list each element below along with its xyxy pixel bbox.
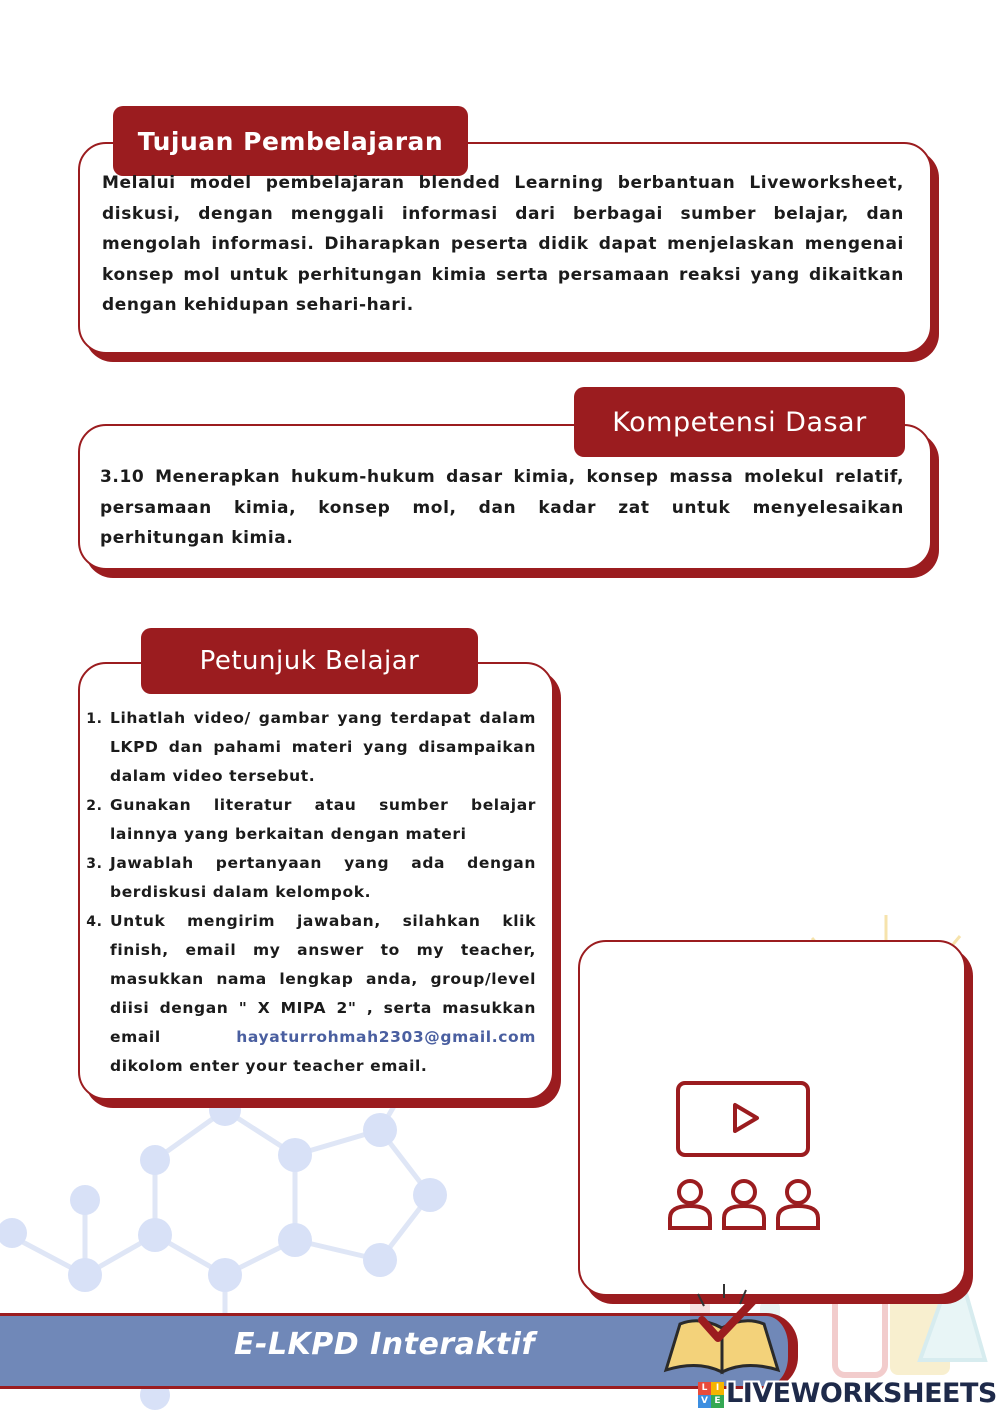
- liveworksheets-logo-icon: L I V E: [698, 1382, 724, 1408]
- list-item: 2. Gunakan literatur atau sumber belajar lainnya yang berkaitan dengan materi: [108, 791, 536, 849]
- list-item: 3. Jawablah pertanyaan yang ada dengan berdiskusi dalam kelompok.: [108, 849, 536, 907]
- list-item: [108, 907, 536, 1081]
- list-item: 1. Lihatlah video/ gambar yang terdapat dalam LKPD dan pahami materi yang disampaikan dalam video tersebut.: [108, 704, 536, 791]
- step-4-end-text: dikolom enter your teacher email.: [110, 1057, 428, 1075]
- liveworksheets-brand[interactable]: LIVEWORKSHEETS: [726, 1378, 997, 1409]
- step-4-text: Untuk mengirim jawaban, silahkan klik finish, email my answer to my teacher, masukkan nama lengkap anda, group/level diisi dengan " X MIPA 2" , serta masukkan email: [110, 912, 536, 1046]
- petunjuk-belajar-title: Petunjuk Belajar: [141, 628, 478, 694]
- kompetensi-dasar-title: Kompetensi Dasar: [574, 387, 905, 457]
- footer-banner-title: E-LKPD Interaktif: [234, 1327, 536, 1362]
- video-play-icon[interactable]: [676, 1081, 812, 1159]
- tujuan-pembelajaran-title: Tujuan Pembelajaran: [113, 106, 468, 176]
- tujuan-pembelajaran-text: Melalui model pembelajaran blended Learning berbantuan Liveworksheet, diskusi, dengan menggali informasi dari berbagai sumber belajar, dan mengolah informasi. Diharapkan peserta didik dapat menjelaskan mengenai konsep mol untuk perhitungan kimia serta persamaan reaksi yang dikaitkan dengan kehidupan sehari-hari.: [102, 173, 904, 315]
- teacher-email-link[interactable]: hayaturrohmah2303@gmail.com: [236, 1028, 536, 1046]
- book-check-icon: [658, 1280, 788, 1380]
- audience-icon: [666, 1176, 822, 1232]
- petunjuk-belajar-list: [88, 704, 536, 1081]
- kompetensi-dasar-text: 3.10 Menerapkan hukum-hukum dasar kimia, konsep massa molekul relatif, persamaan kimia, konsep mol, dan kadar zat untuk menyelesaikan perhitungan kimia.: [100, 467, 904, 548]
